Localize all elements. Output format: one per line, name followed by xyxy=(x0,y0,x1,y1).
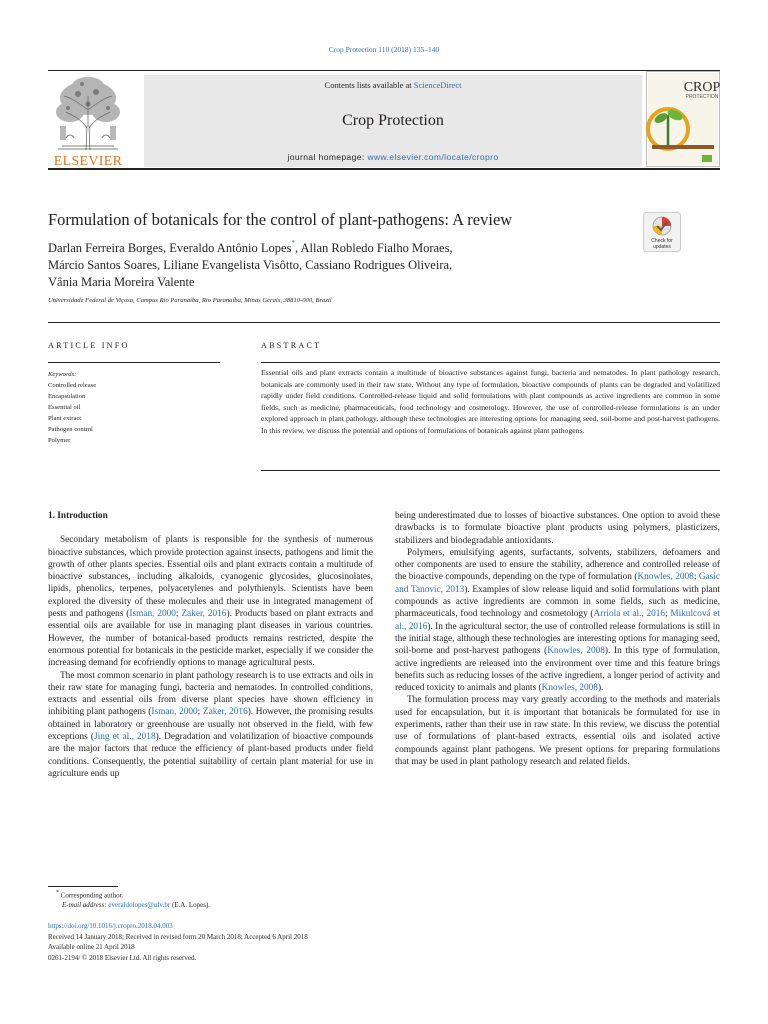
citation-link[interactable]: Arriola et al., 2016 xyxy=(593,609,666,620)
email-note xyxy=(56,900,210,910)
author-line-1 xyxy=(48,240,608,257)
citation-link[interactable]: Jing et al., 2018 xyxy=(94,732,156,743)
journal-homepage-link[interactable]: www.elsevier.com/locate/cropro xyxy=(367,152,499,162)
journal-masthead xyxy=(48,70,720,170)
email-label: E-mail address: xyxy=(62,901,107,910)
footnotes xyxy=(56,888,210,910)
citation-link[interactable]: Mikulcová et al., 2016 xyxy=(395,609,720,632)
paragraph: The formulation process may vary greatly according to the methods and materials used for encapsulation, but it is important that botanicals be formulated for use in experiments, rather than their use in raw state. In this review, we discuss the potential use of formulations of plant-based extracts, essential oils and isolated active compounds against plant pathogens. We present options for preparing formulations that may be used in plant pathology research and related fields. xyxy=(395,695,720,767)
footnote-divider xyxy=(48,886,118,887)
email-link[interactable]: everaldolopes@ufv.br xyxy=(108,901,171,910)
article-info-divider xyxy=(48,362,220,363)
contents-prefix: Contents lists available at xyxy=(324,80,414,90)
copyright: 0261-2194/ © 2018 Elsevier Ltd. All rights reserved. xyxy=(48,953,197,962)
received-dates: Received 14 January 2018; Received in revised form 20 March 2018; Accepted 6 April 2018 xyxy=(48,932,308,941)
citation-link[interactable]: Knowles, 2008 xyxy=(541,683,598,694)
elsevier-tree-icon xyxy=(52,76,124,152)
journal-cover-thumbnail[interactable] xyxy=(646,71,720,167)
cover-title: CROP xyxy=(683,80,720,95)
keyword: Controlled release xyxy=(48,382,97,389)
paragraph: being underestimated due to losses of bioactive substances. One option to avoid these drawbacks is to formulate bioactive plant products using polymers, plasticizers, stabilizers and biodegradable antioxidants. xyxy=(395,511,720,546)
author-line-2: Márcio Santos Soares, Liliane Evangelista Visôtto, Cassiano Rodrigues Oliveira, xyxy=(48,258,453,273)
paragraph: Secondary metabolism of plants is responsible for the synthesis of numerous bioactive substances, which provide protection against insects, pathogens and limit the growth of other plants species. Essential oils and plant extracts contain a multitude of bioactive substances, including alkaloids, cyanogenic glycosides, glucosinolates, lipids, phenolics, terpenes, polyacetylenes and polythienyls. Scientists have been explored the diversity of these molecules and their use in integrated management of pests and pathogens (Isman, 2000; Zaker, 2016). Products based on plant extracts and essential oils are available for use in managing plant diseases in various countries. However, the number of botanical-based products remains restricted, despite the enormous potential for botanicals in the pesticide market, especially if we consider the increasing demand for ecofriendly options to manage agricultural pests. xyxy=(48,535,373,669)
abstract-text: Essential oils and plant extracts contain a multitude of bioactive substances against fungi, bacteria and nematodes. In plant pathology research, botanicals are commonly used in their raw state. Without any type of formulation, bioactive compounds of plants can be degraded and volatilized rapidly under field conditions. Controlled-release liquid and solid formulations with plant compounds as active ingredients are common in some fields, such as medicine, pharmaceuticals, food technology and cosmetology. However, the use of controlled-release formulations is an under explored approach in plant pathology, although these technologies are interesting options for managing seed, soil-borne and post-harvest pathogens. In this review, we discuss the potential and options of formulations of botanicals against plant pathogens. xyxy=(261,368,720,435)
citation-link[interactable]: Isman, 2000 xyxy=(151,707,198,718)
crossmark-line1: Check for xyxy=(651,238,673,244)
homepage-prefix: journal homepage: xyxy=(287,152,368,162)
crossmark-line2: updates xyxy=(653,244,671,250)
email-owner: (E.A. Lopes). xyxy=(171,901,211,910)
author-list xyxy=(48,240,608,292)
available-online: Available online 21 April 2018 xyxy=(48,943,135,952)
keyword: Polymer xyxy=(48,437,71,444)
keywords-block xyxy=(48,369,220,446)
journal-homepage-line xyxy=(144,152,642,162)
keyword: Plant extract xyxy=(48,415,82,422)
author-names-b: , Allan Robledo Fialho Moraes, xyxy=(294,241,453,255)
body-column-left xyxy=(48,510,373,780)
abstract-heading: ABSTRACT xyxy=(261,341,322,350)
corresponding-mark: * xyxy=(56,890,59,896)
author-line-3: Vânia Maria Moreira Valente xyxy=(48,275,195,290)
section-heading-introduction: 1. Introduction xyxy=(48,511,108,521)
author-names-a: Darlan Ferreira Borges, Everaldo Antônio Lopes xyxy=(48,241,292,255)
keyword: Encapsulation xyxy=(48,393,86,400)
citation-link[interactable]: Knowles, 2008 xyxy=(547,646,605,657)
sciencedirect-link[interactable]: ScienceDirect xyxy=(413,80,462,90)
check-for-updates-badge[interactable] xyxy=(643,212,681,252)
abstract-divider xyxy=(261,362,720,363)
journal-citation[interactable]: Crop Protection 110 (2018) 135–140 xyxy=(328,45,440,54)
citation-link[interactable]: Knowles, 2008 xyxy=(637,572,694,583)
journal-band xyxy=(144,75,642,167)
paragraph: Polymers, emulsifying agents, surfactants, solvents, stabilizers, defoamers and other components are used to ensure the stability, adherence and controlled release of the bioactive compounds, depending on the type of formulation (Knowles, 2008; Gasic and Tanovic, 2013). Examples of slow release liquid and solid formulations with plant compounds as active ingredients are common in some fields, such as medicine, pharmaceuticals, food technology and cosmetology (Arriola et al., 2016; Mikulcová et al., 2016). In the agricultural sector, the use of controlled release formulations is still in the initial stage, although these technologies are interesting options for managing seed, soil-borne and post-harvest pathogens (Knowles, 2008). In this type of formulation, active ingredients are released into the environment over time and this feature brings benefits such as reducing losses of the active ingredient, a longer period of activity and reduced toxicity to animals and plants (Knowles, 2008). xyxy=(395,547,721,694)
citation-link[interactable]: Zaker, 2016 xyxy=(181,609,227,620)
citation-link[interactable]: Isman, 2000 xyxy=(129,609,176,620)
corresponding-author-mark[interactable]: * xyxy=(291,239,295,247)
publication-info xyxy=(48,921,308,963)
body-column-right xyxy=(395,510,720,768)
article-info-heading: ARTICLE INFO xyxy=(48,341,130,350)
journal-title: Crop Protection xyxy=(342,112,444,129)
keyword: Essential oil xyxy=(48,404,81,411)
keywords-label: Keywords: xyxy=(48,371,77,378)
elsevier-logo[interactable] xyxy=(48,76,128,168)
citation-link[interactable]: Zaker, 2016 xyxy=(202,707,248,718)
divider-top xyxy=(48,322,720,323)
abstract-bottom-divider xyxy=(261,470,720,471)
contents-line xyxy=(144,80,642,90)
paragraph: The most common scenario in plant pathology research is to use extracts and oils in their raw state for managing fungi, bacteria and nematodes. In controlled conditions, extracts and essential oils from diverse plant species have shown efficiency in inhibiting plant pathogens (Isman, 2000; Zaker, 2016). However, the promising results obtained in laboratory or greenhouse are usually not observed in the field, with few exceptions (Jing et al., 2018). Degradation and volatilization of bioactive compounds are the major factors that reduce the efficiency of plant-based products under field conditions. Consequently, the potential suitability of certain plant material for use in agriculture ends up xyxy=(48,670,373,779)
corresponding-author-note: * Corresponding author. xyxy=(56,890,124,900)
keyword: Pathogen control xyxy=(48,426,93,433)
elsevier-wordmark: ELSEVIER xyxy=(53,154,123,169)
affiliation: Universidade Federal de Viçosa, Campus Rio Paranaíba, Rio Paranaíba, Minas Gerais, 38810-000, Brazil xyxy=(48,297,332,304)
cover-subtitle: PROTECTION xyxy=(685,94,719,100)
article-title: Formulation of botanicals for the control of plant-pathogens: A review xyxy=(48,210,513,229)
citation-link[interactable]: Gasic and Tanovic, 2013 xyxy=(395,572,720,595)
doi-link[interactable]: https://doi.org/10.1016/j.cropro.2018.04.003 xyxy=(48,922,173,930)
